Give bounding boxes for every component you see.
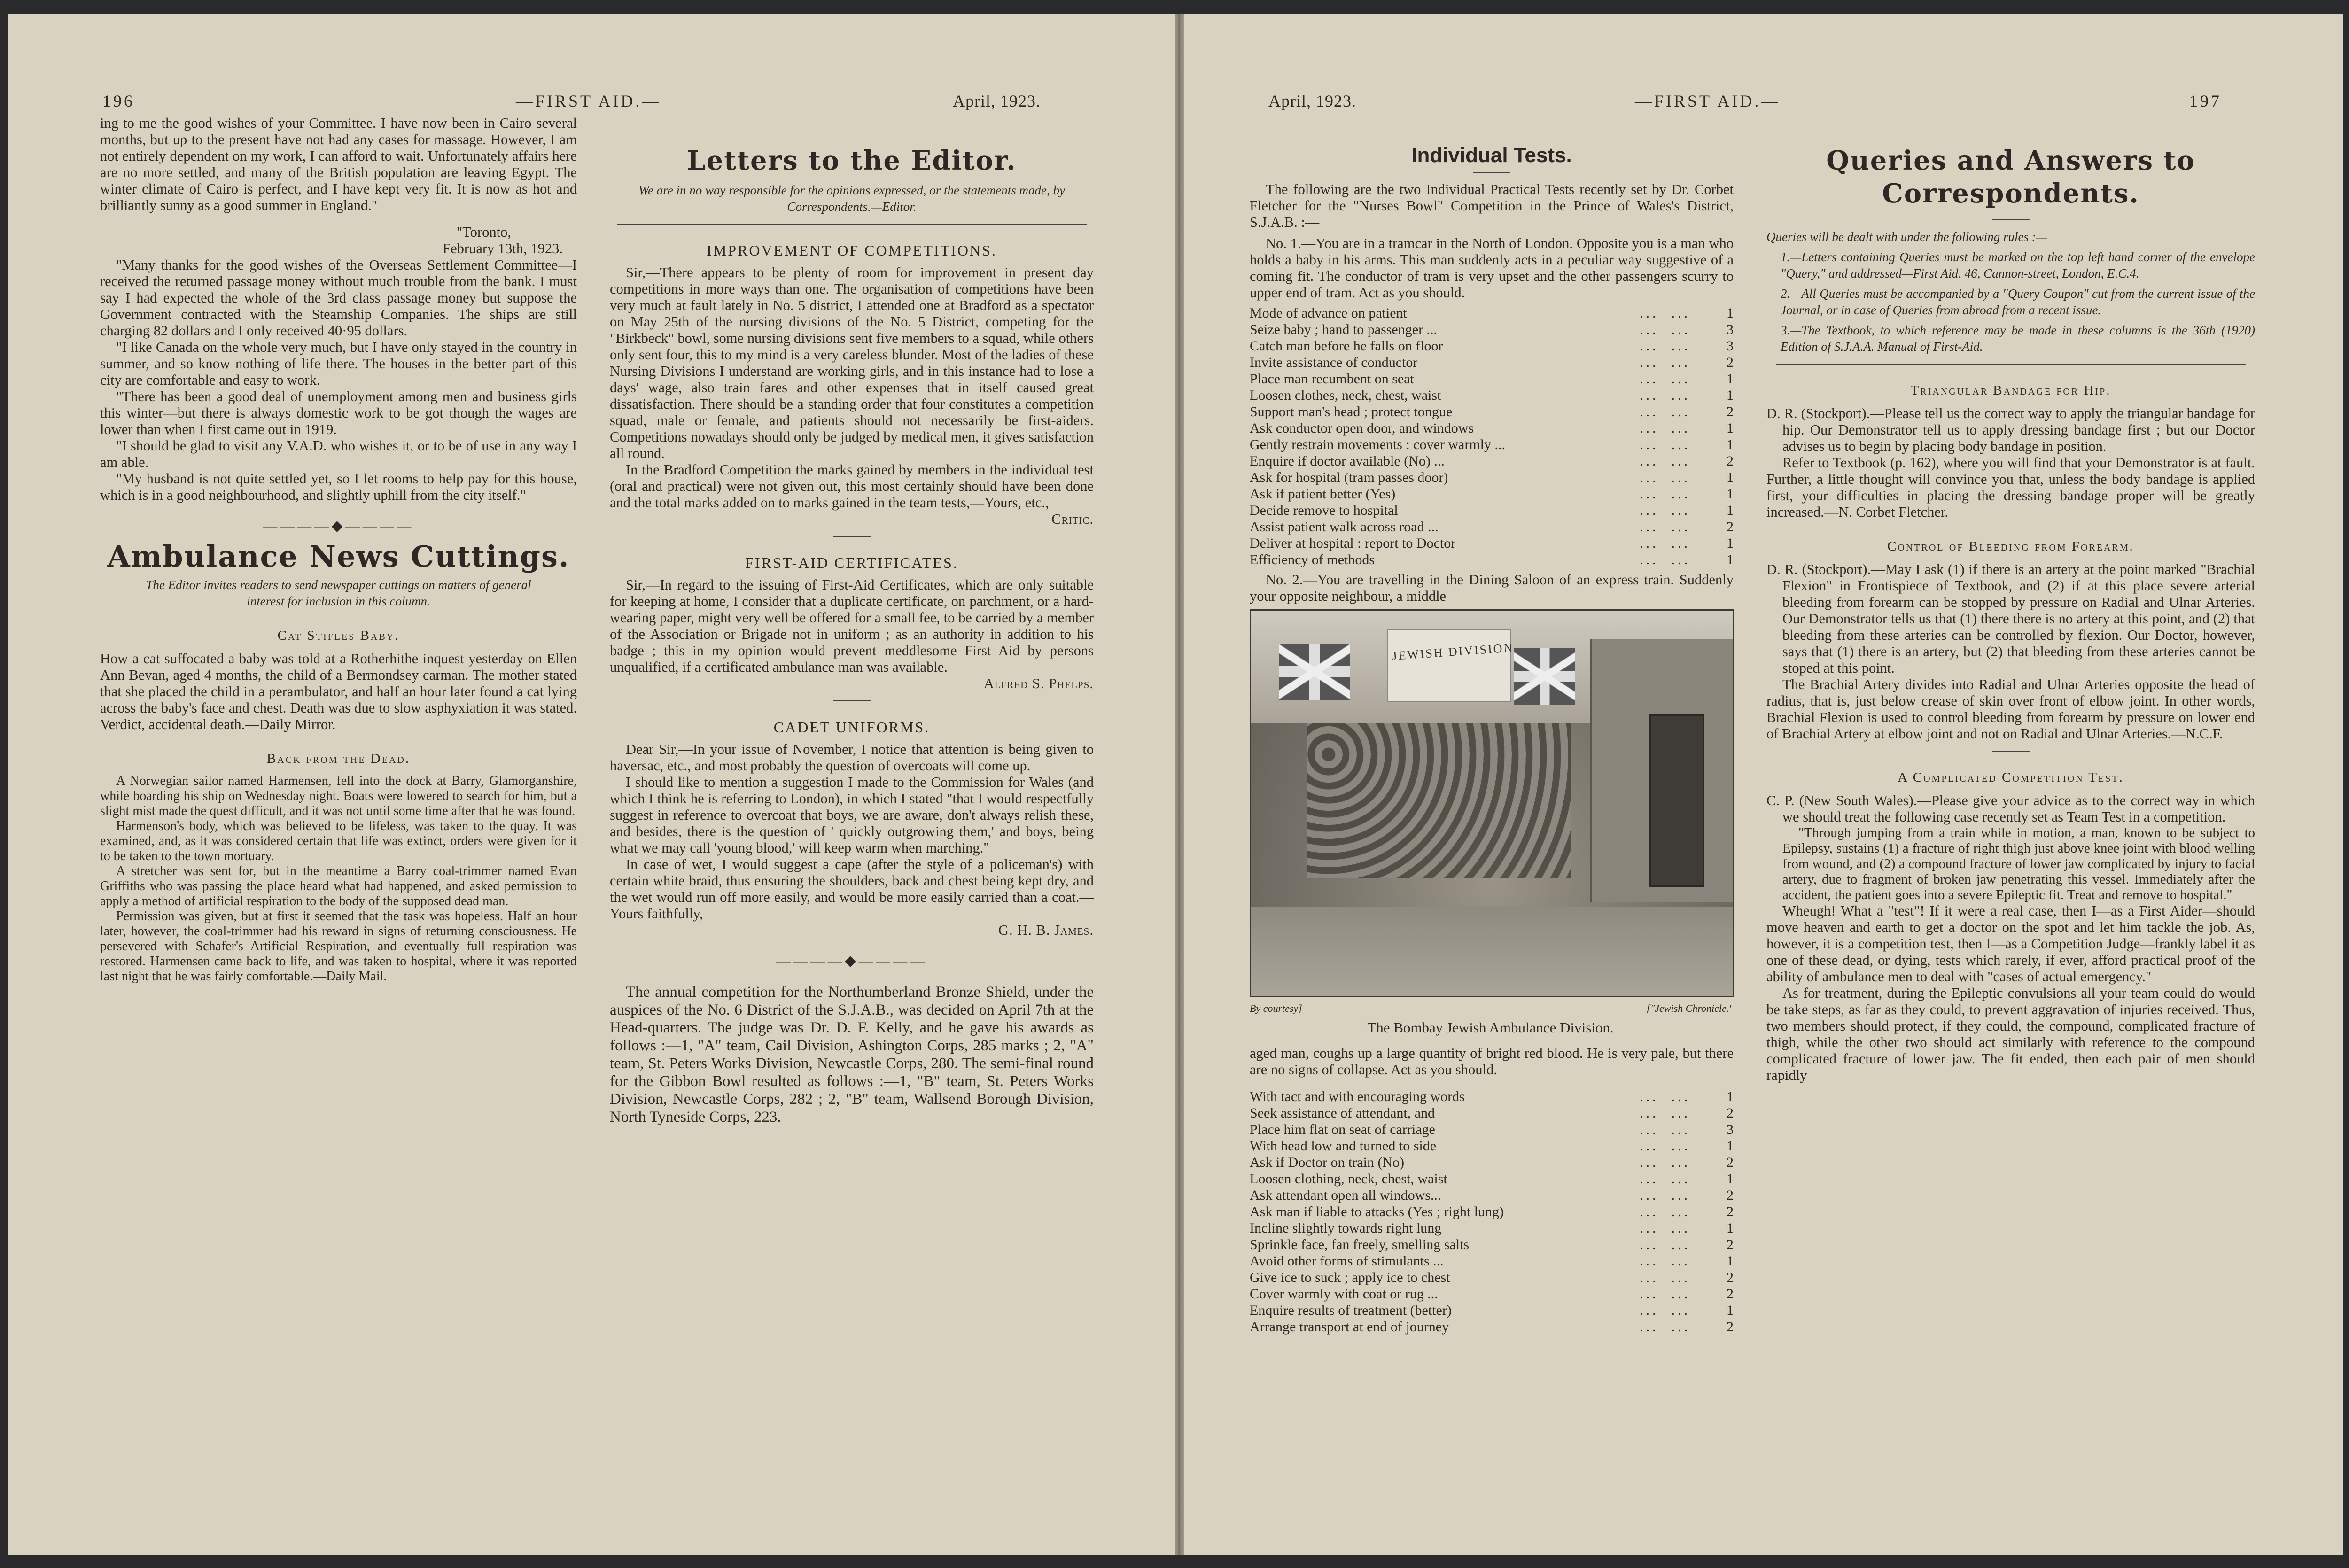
news-cutting: How a cat suffocated a baby was told at a Rotherhithe inquest yesterday on Ellen Ann Bevan, aged 4 months, the child of a Bermondsey carman. The mother stated that she placed the child in a perambulator, and half an hour later found a cat lying across the baby's face and chest. Death was due to slow asphyxiation it was stated. Verdict, accidental death.—Daily Mirror. [100,651,577,732]
divider [833,700,871,701]
marks-item: With head low and turned to side [1250,1138,1437,1154]
marks-item: Avoid other forms of stimulants ... [1250,1253,1444,1269]
query-heading: A Complicated Competition Test. [1898,770,2124,785]
marks-row [1250,486,1734,502]
marks-item: Deliver at hospital : report to Doctor [1250,536,1456,551]
marks-item: Place him flat on seat of carriage [1250,1122,1435,1137]
marks-item: With tact and with encouraging words [1250,1089,1465,1104]
answer-text: As for treatment, during the Epileptic convulsions all your team could do would be take steps, as far as they could, to prevent aggravation of injuries received. Thus, two members should protect, if they could, the compound, complicated fracture of thigh, while the other two should act similarly with reference to the compound complicated fracture of lower jaw. The fit ended, then each pair of men should rapidly [1766,985,2255,1083]
test1-marks-list [1250,305,1734,568]
query-text: D. R. (Stockport).—Please tell us the correct way to apply the triangular bandage for hip. Our Demonstrator tell us to apply dressing bandage first ; but our Doctor advises us to begin by placing body bandage in position. [1766,405,2255,454]
marks-row [1250,1269,1734,1286]
marks-row [1250,404,1734,420]
intro-text: The following are the two Individual Practical Tests recently set by Dr. Corbet Fletcher for the "Nurses Bowl" Competition in the Prince of Wales's District, S.J.A.B. :— [1250,181,1734,230]
marks-value: 2 [1727,1105,1734,1121]
ambulance-news-heading: Ambulance News Cuttings. [107,539,570,574]
leader-dots: ... ... [1640,371,1690,387]
marks-value: 2 [1727,1237,1734,1252]
leader-dots: ... ... [1640,1171,1690,1187]
marks-row [1250,1302,1734,1319]
marks-row [1250,1154,1734,1171]
leader-dots: ... ... [1640,1188,1690,1203]
leader-dots: ... ... [1640,437,1690,452]
page-number: 196 [102,92,135,110]
marks-row [1250,519,1734,535]
marks-row [1250,371,1734,387]
marks-item: Enquire results of treatment (better) [1250,1303,1452,1318]
news-cutting: Permission was given, but at first it seemed that the task was hopeless. Half an hour later, however, the coal-trimmer had his reward in signs of returning consciousness. He persevered with Schafer's Artificial Respiration, and eventually full respiration was restored. Harmensen came back to life, and was taken to hospital, where it was reported last night that he was fairly comfortable.—Daily Mail. [100,909,577,984]
letter-text: In case of wet, I would suggest a cape (after the style of a policeman's) with certain white braid, thus ensuring the shoulders, back and chest being kept dry, and the wet would run off more easily, and would be more easily carried than a coat.—Yours faithfully, [610,856,1094,922]
marks-item: Invite assistance of conductor [1250,355,1418,370]
leader-dots: ... ... [1640,1303,1690,1318]
letter-signature: Alfred S. Phelps. [983,675,1094,691]
news-cutting: Harmenson's body, which was believed to be lifeless, was taken to the quay. It was examined, and, as it was considered certain that life was extinct, orders were given for it to be taken to the town mortuary. [100,819,577,863]
editor-note: The Editor invites readers to send newspaper cuttings on matters of general interest for inclusion in this column. [146,578,531,608]
marks-value: 1 [1727,1303,1734,1318]
letter-heading: CADET UNIFORMS. [773,719,930,736]
marks-value: 1 [1727,470,1734,485]
marks-item: Seize baby ; hand to passenger ... [1250,322,1438,337]
marks-row [1250,551,1734,568]
marks-row [1250,1187,1734,1203]
test-description: aged man, coughs up a large quantity of bright red blood. He is very pale, but there are no signs of collapse. Act as you should. [1250,1045,1734,1078]
news-cutting: A Norwegian sailor named Harmensen, fell into the dock at Barry, Glamorganshire, while boarding his ship on Wednesday night. Boats were lowered to search for him, but a slight mist made the quest difficult, and it was not until some time after that he was found. [100,774,577,818]
union-flag-left [1279,644,1350,700]
ornament-divider: ————◆———— [263,518,414,534]
leader-dots: ... ... [1640,503,1690,518]
leader-dots: ... ... [1640,420,1690,436]
letters-heading: Letters to the Editor. [687,145,1017,176]
leader-dots: ... ... [1640,388,1690,403]
photo-credit-line [1250,1000,1731,1017]
left-column-1 [100,115,577,984]
marks-row [1250,1203,1734,1220]
marks-row [1250,1220,1734,1236]
left-column-2 [610,115,1094,1126]
leader-dots: ... ... [1640,519,1690,535]
marks-item: Enquire if doctor available (No) ... [1250,453,1445,469]
query-quote: "Through jumping from a train while in motion, a man, known to be subject to Epilepsy, sustains (1) a fracture of right thigh just above knee joint with blood welling from wound, and (2) a compound fracture of lower jaw complicated by injury to facial artery, due to fragment of broken jaw penetrating this vessel. Immediately after the accident, the patient goes into a severe Epileptic fit. Treat and remove to hospital." [1782,825,2255,902]
marks-row [1250,1088,1734,1105]
rule-item: 3.—The Textbook, to which reference may be made in these columns is the 36th (1920) Edition of S.J.A.A. Manual of First-Aid. [1781,323,2255,354]
letter-place: "Toronto, [456,224,511,240]
marks-item: Sprinkle face, fan freely, smelling salts [1250,1237,1470,1252]
section-heading: Back from the Dead. [266,751,411,766]
marks-value: 1 [1727,1220,1734,1236]
issue-date: April, 1923. [1268,92,1356,110]
letter-text: Sir,—In regard to the issuing of First-Aid Certificates, which are only suitable for keeping at home, I consider that a duplicate certificate, on parchment, or a hard-wearing paper, might very well be offered for a small fee, to be carried by a member of the Association or Brigade not in uniform ; as an authority in addition to his badge ; this in my opinion would prevent meddlesome First Aid by persons unqualified, if a certificated ambulance man was available. [610,577,1094,675]
marks-value: 3 [1727,1122,1734,1137]
leader-dots: ... ... [1640,1138,1690,1154]
test-description: No. 2.—You are travelling in the Dining Saloon of an express train. Suddenly your opposite neighbour, a middle [1250,572,1734,604]
marks-item: Gently restrain movements : cover warmly ... [1250,437,1506,452]
marks-value: 2 [1727,453,1734,469]
marks-row [1250,469,1734,486]
marks-value: 1 [1727,420,1734,436]
marks-item: Ask conductor open door, and windows [1250,420,1474,436]
marks-item: Arrange transport at end of journey [1250,1319,1449,1335]
divider [1992,751,2030,752]
leader-dots: ... ... [1640,1237,1690,1252]
right-column-2 [1766,115,2255,1084]
marks-row [1250,1236,1734,1253]
marks-value: 2 [1727,1286,1734,1302]
letter-paragraph: "There has been a good deal of unemployment among men and business girls this winter—but there is always domestic work to be got though the wages are lower than when I first came out in 1919. [100,388,577,437]
marks-item: Mode of advance on patient [1250,305,1407,321]
answer-text: The Brachial Artery divides into Radial and Ulnar Arteries opposite the head of radius, that is, just below crease of skin over front of elbow joint. In other words, Brachial Flexion is used to control bleeding from forearm by pressure on lower end of Brachial Artery at elbow joint and not on Radial and Ulnar Arteries.—N.C.F. [1766,676,2255,742]
marks-value: 2 [1727,1155,1734,1170]
letter-paragraph: "Many thanks for the good wishes of the Overseas Settlement Committee—I received the returned passage money without much trouble from the bank. I must say I had expected the whole of the 3rd class passage money but suppose the Government contracted with the Steamship Companies. The ships are still charging 82 dollars and I only received 40·95 dollars. [100,257,577,339]
marks-row [1250,1171,1734,1187]
marks-item: Ask if Doctor on train (No) [1250,1155,1405,1170]
competition-report: The annual competition for the Northumberland Bronze Shield, under the auspices of the No. 6 District of the S.J.A.B., was decided on April 7th at the Head-quarters. The judge was Dr. D. F. Kelly, and he gave his awards as follows :—1, "A" team, Cail Division, Ashington Corps, 285 marks ; 2, "A" team, St. Peters Works Division, Newcastle Corps, 280. The semi-final round for the Gibbon Bowl resulted as follows :—1, "B" team, St. Peters Works Division, Newcastle Corps, 282 ; 2, "B" team, Wallsend Borough Division, North Tyneside Corps, 223. [610,984,1094,1126]
marks-row [1250,305,1734,321]
marks-value: 1 [1727,486,1734,502]
rule-item: 2.—All Queries must be accompanied by a "Query Coupon" cut from the current issue of the Journal, or in case of Queries from abroad from a recent issue. [1781,287,2255,317]
leader-dots: ... ... [1640,536,1690,551]
marks-row [1250,420,1734,436]
marks-item: Incline slightly towards right lung [1250,1220,1442,1236]
letter-date: February 13th, 1923. [443,241,563,256]
marks-row [1250,1319,1734,1335]
marks-row [1250,453,1734,469]
marks-row [1250,436,1734,453]
marks-value: 1 [1727,1089,1734,1104]
letter-text: Dear Sir,—In your issue of November, I notice that attention is being given to haversac, etc., and most probably the question of overcoats will come up. [610,741,1094,774]
running-title: —FIRST AID.— [516,92,661,110]
right-column-1 [1250,115,1734,1339]
queries-heading-line1: Queries and Answers to [1826,145,2195,176]
query-text: C. P. (New South Wales).—Please give your advice as to the correct way in which we should treat the following case recently set as Team Test in a competition. [1766,792,2255,825]
leader-dots: ... ... [1640,1122,1690,1137]
banner-text: JEWISH DIVISION [1392,640,1515,663]
rule-item: 1.—Letters containing Queries must be marked on the top left hand corner of the envelope "Query," and addressed—First Aid, 46, Cannon-street, London, E.C.4. [1781,250,2255,280]
marks-row [1250,1253,1734,1269]
marks-value: 1 [1727,388,1734,403]
marks-item: Catch man before he falls on floor [1250,338,1443,354]
marks-row [1250,535,1734,551]
leader-dots: ... ... [1640,1286,1690,1302]
rules-intro: Queries will be dealt with under the following rules :— [1766,230,2047,244]
query-heading: Control of Bleeding from Forearm. [1887,539,2134,554]
leader-dots: ... ... [1640,1155,1690,1170]
leader-dots: ... ... [1640,486,1690,502]
photo-credit-left: By courtesy] [1250,1002,1302,1014]
letter-heading: FIRST-AID CERTIFICATES. [745,554,958,571]
marks-value: 2 [1727,1270,1734,1285]
letter-text: I should like to mention a suggestion I made to the Commission for Wales (and which I think he is referring to London), in which I stated "that I would respectfully suggest in reference to overcoat that boys, we are aware, don't always relish these, and besides, there is the question of ' quickly outgrowing them,' and boys, being what we may call 'young blood,' will keep warm when marching." [610,774,1094,856]
photo-caption: The Bombay Jewish Ambulance Division. [1367,1019,1614,1036]
leader-dots: ... ... [1640,305,1690,321]
marks-value: 2 [1727,1188,1734,1203]
marks-row [1250,1121,1734,1138]
marks-value: 1 [1727,371,1734,387]
union-flag-right [1514,648,1575,705]
leader-dots: ... ... [1640,338,1690,354]
letter-heading: IMPROVEMENT OF COMPETITIONS. [707,242,997,259]
marks-row [1250,321,1734,338]
divider [1776,364,2246,365]
leader-dots: ... ... [1640,1089,1690,1104]
page-header [8,80,1174,117]
photo-door [1649,714,1704,887]
section-heading: Cat Stifles Baby. [277,628,400,643]
query-heading: Triangular Bandage for Hip. [1910,383,2111,398]
marks-item: Support man's head ; protect tongue [1250,404,1453,419]
photo-building [1590,639,1733,902]
issue-date: April, 1923. [953,92,1041,110]
marks-row [1250,387,1734,404]
marks-item: Seek assistance of attendant, and [1250,1105,1435,1121]
divider [1992,219,2030,220]
letter-paragraph: "I should be glad to visit any V.A.D. who wishes it, or to be of use in any way I am able. [100,438,577,470]
marks-value: 3 [1727,338,1734,354]
marks-item: Give ice to suck ; apply ice to chest [1250,1270,1450,1285]
queries-heading-line2: Correspondents. [1882,178,2139,209]
query-text: D. R. (Stockport).—May I ask (1) if there is an artery at the point marked "Brachial Flexion" in Frontispiece of Textbook, and (2) if at this place severe arterial bleeding from forearm can be stopped by pressure on Radial and Ulnar Arteries. Our Demonstrator tells us that (1) there there is no artery at this point, and (2) that bleeding from these arteries can be controlled by flexion. Our Doctor, however, says that (1) there is an artery, but (2) that bleeding from these arteries cannot be stoped at this point. [1766,561,2255,676]
ornament-divider: ————◆———— [776,953,927,969]
letter-paragraph: "My husband is not quite settled yet, so I let rooms to help pay for this house, which is in a good neighbourhood, and slightly uphill from the city itself." [100,471,577,503]
marks-value: 2 [1727,519,1734,535]
letter-paragraph: ing to me the good wishes of your Committee. I have now been in Cairo several months, but up to the present have not had any cases for massage. However, I am not entirely dependent on my work, I can afford to wait. Unfortunately affairs here are no more settled, and many of the British population are leaving Egypt. The winter climate of Cairo is perfect, and I have kept very fit. It is now as hot and brilliantly sunny as a good summer in England." [100,115,577,213]
leader-dots: ... ... [1640,1204,1690,1219]
marks-row [1250,502,1734,519]
photo-ground [1251,907,1733,996]
divider [1473,172,1510,173]
left-page [8,14,1174,1555]
test-description: No. 1.—You are in a tramcar in the North of London. Opposite you is a man who holds a baby in his arms. This man suddenly acts in a peculiar way suggestive of a coming fit. The conductor of tram is very upset and the other passengers scurry to upper end of tram. Act as you should. [1250,235,1734,301]
marks-value: 2 [1727,355,1734,370]
leader-dots: ... ... [1640,470,1690,485]
marks-item: Ask for hospital (tram passes door) [1250,470,1448,485]
marks-value: 1 [1727,305,1734,321]
marks-value: 1 [1727,1253,1734,1269]
uniformed-group [1307,723,1571,878]
test2-marks-list [1250,1088,1734,1335]
marks-row [1250,1138,1734,1154]
divider [617,224,1087,225]
answer-text: Wheugh! What a "test"! If it were a real case, then I—as a First Aider—should move heaven and earth to get a doctor on the spot and let him tackle the job. As, however, it is a competition test, then I—as a Competition Judge—frankly label it as one of these dead, or dying, tests which rarely, if ever, afford practical proof of the ability of ambulance men to deal with "cases of actual emergency." [1766,903,2255,985]
leader-dots: ... ... [1640,453,1690,469]
marks-value: 3 [1727,322,1734,337]
photo-credit-right: ["Jewish Chronicle.' [1646,1002,1731,1014]
right-page [1184,14,2343,1555]
marks-item: Cover warmly with coat or rug ... [1250,1286,1438,1302]
divider [833,536,871,537]
letter-signature: Critic. [1051,511,1094,527]
letter-paragraph: "I like Canada on the whole very much, but I have only stayed in the country in summer, and so know nothing of life there. The houses in the better part of this city are comfortable and easy to work. [100,339,577,388]
marks-value: 1 [1727,552,1734,567]
running-title: —FIRST AID.— [1635,92,1781,110]
leader-dots: ... ... [1640,355,1690,370]
marks-row [1250,1286,1734,1302]
marks-value: 2 [1727,404,1734,419]
page-number: 197 [2189,92,2222,110]
marks-row [1250,1105,1734,1121]
leader-dots: ... ... [1640,552,1690,567]
marks-item: Ask if patient better (Yes) [1250,486,1396,502]
letter-text: In the Bradford Competition the marks gained by members in the individual test (oral and practical) were not given out, this most certainly should have been done and the total marks added on to marks gained in the team tests,—Yours, etc., [610,462,1094,511]
marks-value: 2 [1727,1319,1734,1335]
group-photograph [1250,609,1734,997]
marks-value: 1 [1727,503,1734,518]
marks-value: 1 [1727,1138,1734,1154]
individual-tests-heading: Individual Tests. [1411,144,1572,167]
disclaimer: We are in no way responsible for the opinions expressed, or the statements made, by Correspondents.—Editor. [638,183,1065,214]
leader-dots: ... ... [1640,1319,1690,1335]
leader-dots: ... ... [1640,1105,1690,1121]
marks-value: 1 [1727,536,1734,551]
marks-value: 1 [1727,437,1734,452]
marks-item: Ask man if liable to attacks (Yes ; right lung) [1250,1204,1504,1219]
marks-item: Loosen clothes, neck, chest, waist [1250,388,1441,403]
news-cutting: A stretcher was sent for, but in the meantime a Barry coal-trimmer named Evan Griffiths who was passing the place heard what had happened, and asked permission to apply a method of artificial respiration to the body of the supposed dead man. [100,864,577,908]
leader-dots: ... ... [1640,1253,1690,1269]
marks-value: 2 [1727,1204,1734,1219]
letter-signature: G. H. B. James. [998,922,1094,938]
marks-item: Assist patient walk across road ... [1250,519,1439,535]
leader-dots: ... ... [1640,322,1690,337]
answer-text: Refer to Textbook (p. 162), where you will find that your Demonstrator is at fault. Further, a little thought will convince you that, unless the body bandage is applied first, your difficulties in placing the dressing bandage proper will be greatly increased.—N. Corbet Fletcher. [1766,455,2255,520]
marks-item: Efficiency of methods [1250,552,1375,567]
marks-value: 1 [1727,1171,1734,1187]
leader-dots: ... ... [1640,404,1690,419]
leader-dots: ... ... [1640,1270,1690,1285]
marks-item: Place man recumbent on seat [1250,371,1414,387]
leader-dots: ... ... [1640,1220,1690,1236]
marks-row [1250,338,1734,354]
marks-row [1250,354,1734,371]
letter-text: Sir,—There appears to be plenty of room for improvement in present day competitions in more ways than one. The organisation of competitions have been very much at fault lately in No. 5 district, I attended one at Bradford as a spectator on May 25th of the nursing divisions of the No. 5 District, competing for the "Birkbeck" bowl, some nursing divisions sent five members to a squad, while others only sent four, this to my mind is a very careless blunder. Most of the ladies of these Nursing Divisions I understand are working girls, and in this instance had to lose a days' wage, also train fares and other expenses that in itself caused great dissatisfaction. There should be a standing order that four constitutes a competition squad, male or female, and patients should not necessarily be first-aiders. Competitions nowadays should only be judged by medical men, it gives satisfaction all round. [610,264,1094,461]
marks-item: Loosen clothing, neck, chest, waist [1250,1171,1447,1187]
page-header [1184,80,2343,117]
marks-item: Decide remove to hospital [1250,503,1398,518]
marks-item: Ask attendant open all windows... [1250,1188,1441,1203]
